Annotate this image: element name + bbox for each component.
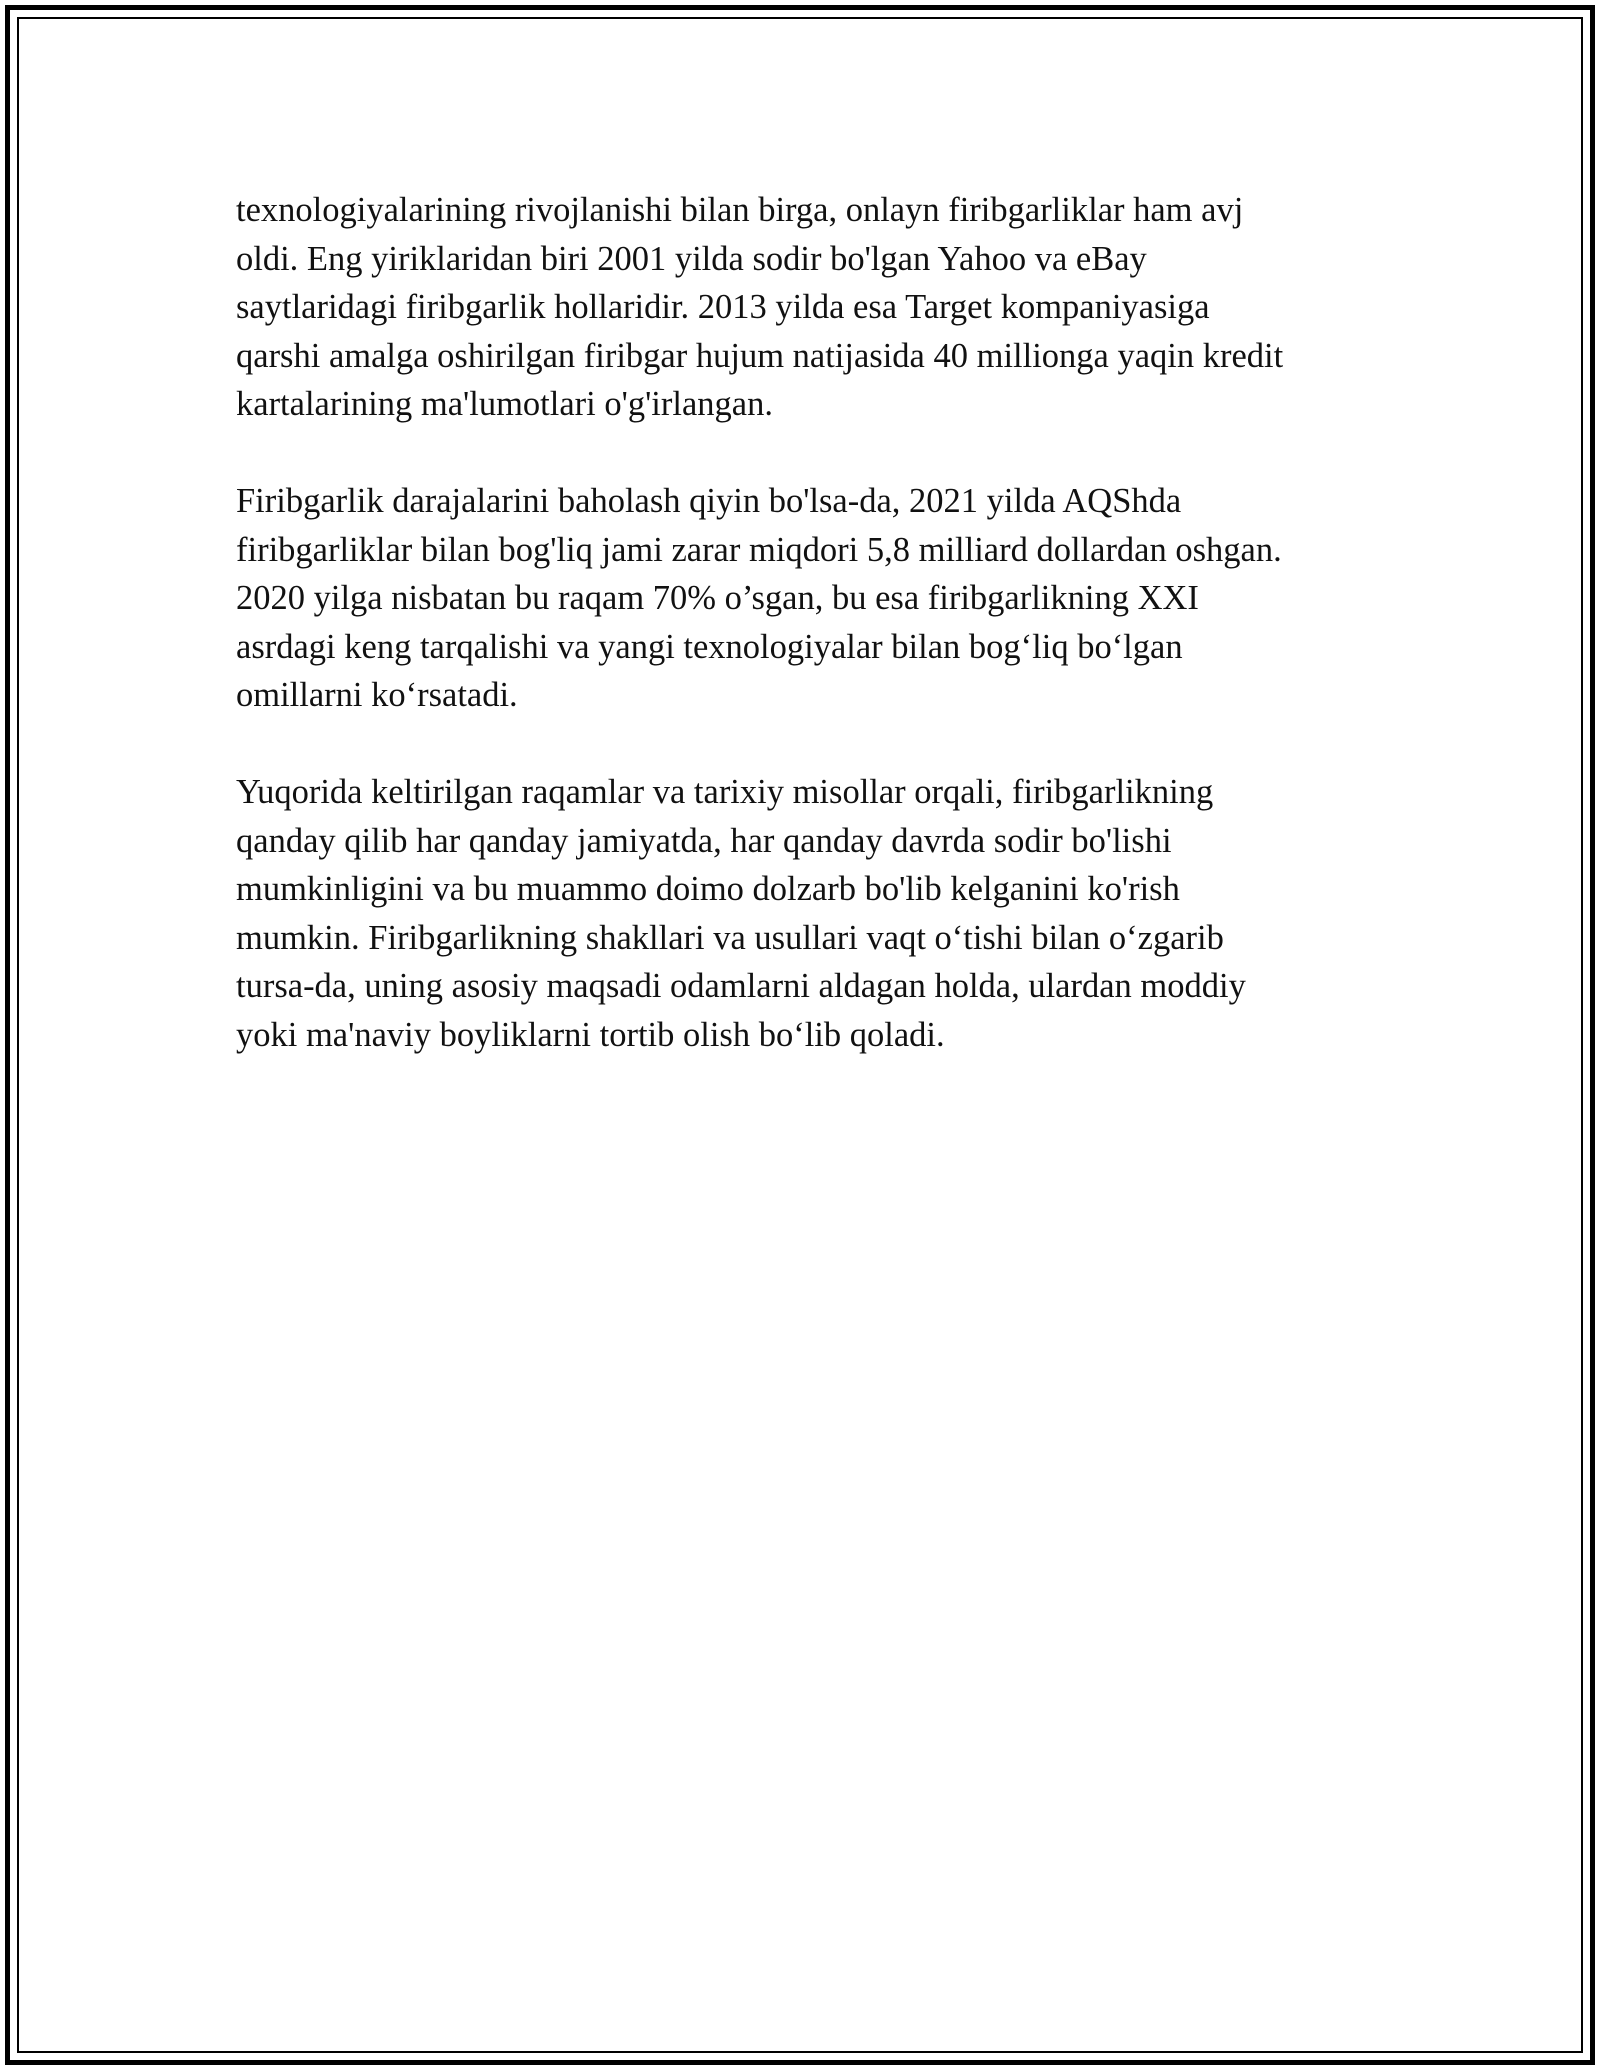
text-line: qarshi amalga oshirilgan firibgar hujum natijasida 40 millionga yaqin kredit	[236, 336, 1284, 375]
text-line: oldi. Eng yiriklaridan biri 2001 yilda sodir bo'lgan Yahoo va eBay	[236, 239, 1147, 278]
text-line: saytlaridagi firibgarlik hollaridir. 2013 yilda esa Target kompaniyasiga	[236, 288, 1210, 326]
paragraph-1	[236, 186, 1366, 429]
text-line: mumkinligini va bu muammo doimo dolzarb bo'lib kelganini ko'rish	[236, 870, 1180, 908]
text-line: yoki ma'naviy boyliklarni tortib olish bo‘lib qoladi.	[236, 1015, 945, 1054]
paragraph-3	[236, 768, 1366, 1059]
text-line: texnologiyalarining rivojlanishi bilan birga, onlayn firibgarliklar ham avj	[236, 191, 1244, 229]
text-line: asrdagi keng tarqalishi va yangi texnologiyalar bilan bog‘liq bo‘lgan	[236, 627, 1183, 666]
text-line: Firibgarlik darajalarini baholash qiyin bo'lsa-da, 2021 yilda AQShda	[236, 482, 1182, 520]
document-body	[236, 186, 1366, 1108]
text-line: Yuqorida keltirilgan raqamlar va tarixiy misollar orqali, firibgarlikning	[236, 773, 1214, 811]
text-line: qanday qilib har qanday jamiyatda, har qanday davrda sodir bo'lishi	[236, 821, 1172, 860]
text-line: tursa-da, uning asosiy maqsadi odamlarni aldagan holda, ulardan moddiy	[236, 967, 1246, 1005]
text-line: firibgarliklar bilan bog'liq jami zarar miqdori 5,8 milliard dollardan oshgan.	[236, 530, 1282, 569]
paragraph-2	[236, 477, 1366, 720]
text-line: mumkin. Firibgarlikning shakllari va usullari vaqt o‘tishi bilan o‘zgarib	[236, 918, 1224, 957]
text-line: omillarni ko‘rsatadi.	[236, 676, 518, 714]
text-line: kartalarining ma'lumotlari o'g'irlangan.	[236, 385, 773, 423]
text-line: 2020 yilga nisbatan bu raqam 70% o’sgan, bu esa firibgarlikning XXI	[236, 579, 1199, 617]
